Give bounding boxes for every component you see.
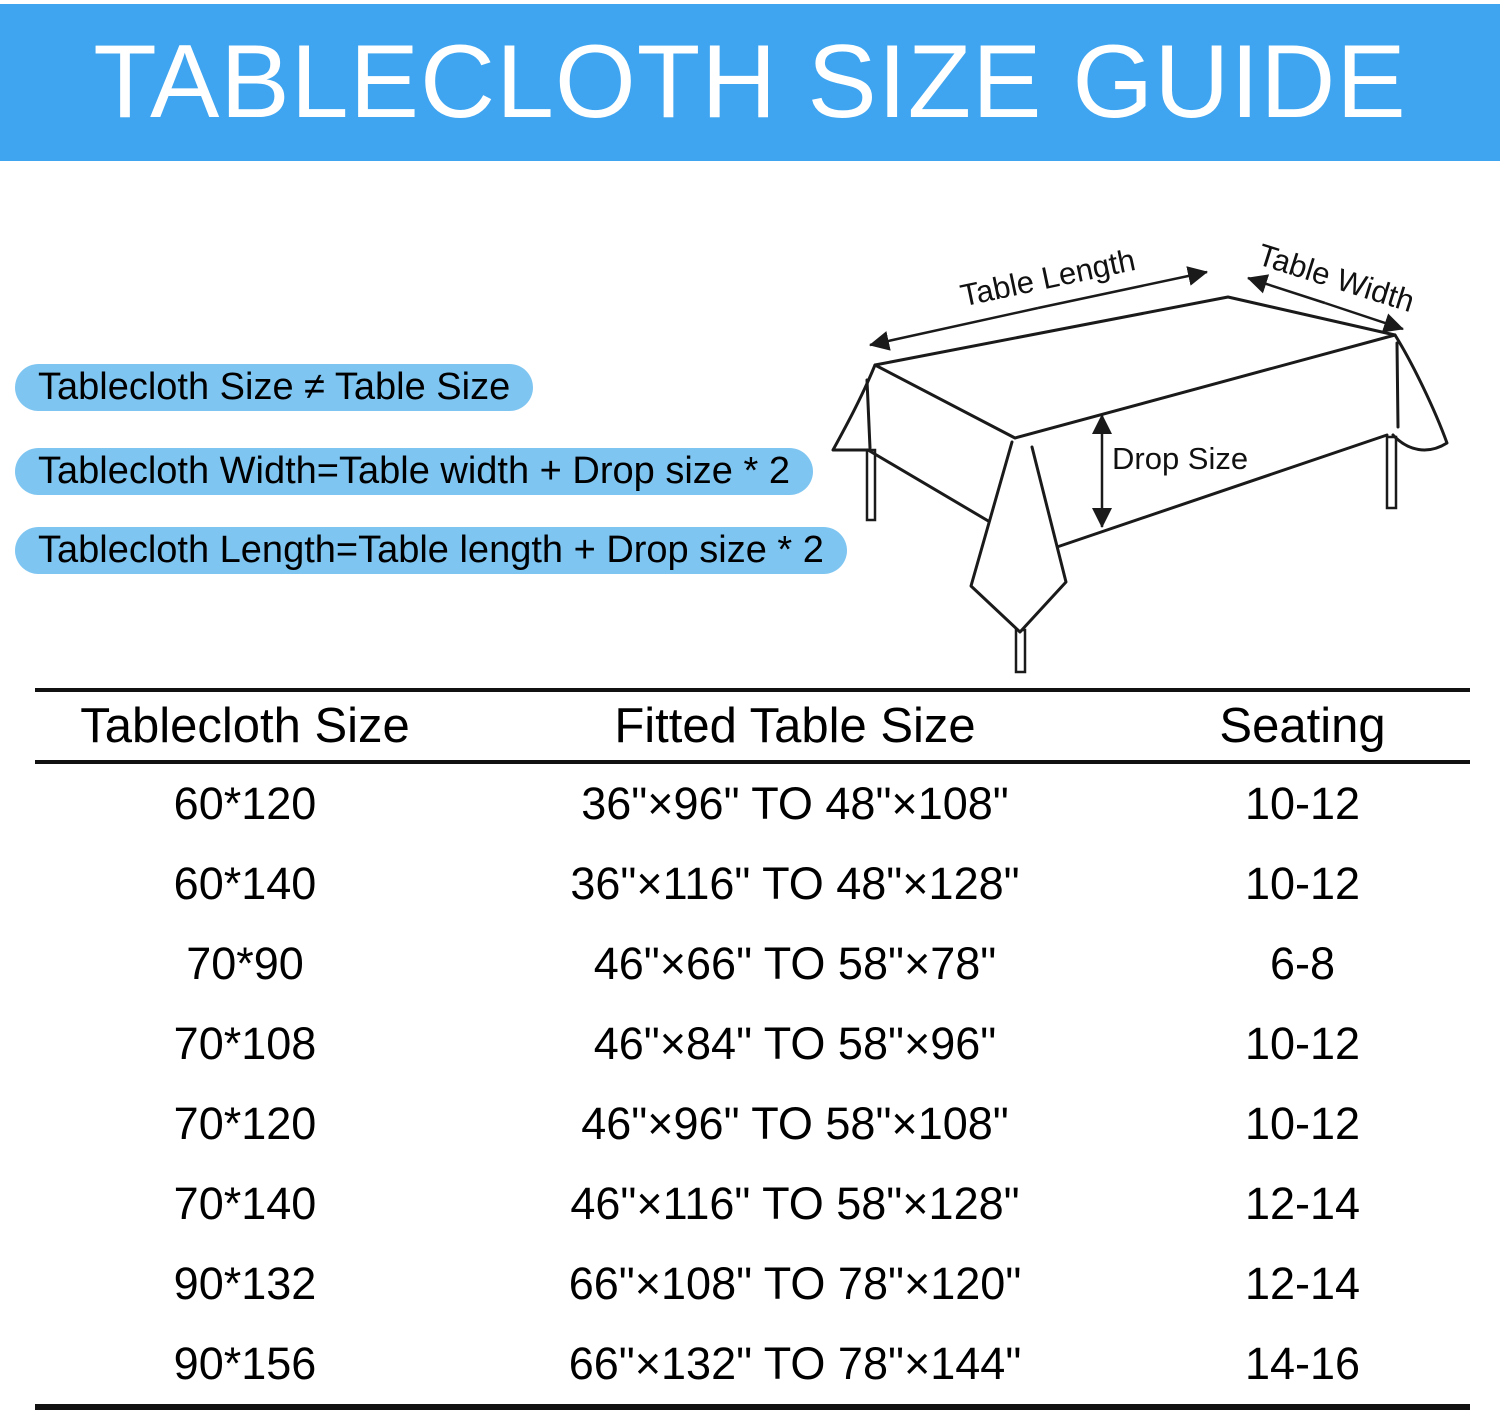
- cloth-bottom-edge-left: [868, 450, 990, 522]
- table-cell: 70*90: [186, 938, 304, 989]
- table-length-label: Table Length: [957, 242, 1139, 314]
- table-cell: 70*108: [173, 1018, 317, 1069]
- cloth-corner-flap-right: [1393, 335, 1447, 450]
- table-cell: 10-12: [1244, 1098, 1361, 1149]
- note-size-inequality: Tablecloth Size ≠ Table Size: [15, 364, 533, 411]
- table-cell: 46"×66" TO 58"×78": [593, 938, 997, 989]
- table-cell: 10-12: [1244, 858, 1361, 909]
- table-cell: 66"×108" TO 78"×120": [568, 1258, 1022, 1309]
- table-row: [35, 924, 1470, 1004]
- page-title: TABLECLOTH SIZE GUIDE: [93, 24, 1407, 140]
- table-leg-front: [1016, 630, 1025, 672]
- size-table-header-row: [35, 690, 1470, 762]
- dimension-arrows: [870, 272, 1403, 527]
- table-cell: 90*132: [173, 1258, 317, 1309]
- tablecloth-top-face: [875, 297, 1395, 438]
- table-cell: 46"×116" TO 58"×128": [570, 1178, 1020, 1229]
- table-leg-left: [867, 450, 875, 520]
- table-width-label: Table Width: [1253, 236, 1419, 320]
- cloth-front-fold: [971, 442, 1066, 632]
- table-cell: 60*140: [173, 858, 317, 909]
- column-header-seating: Seating: [1135, 690, 1470, 762]
- table-cell: 10-12: [1244, 778, 1361, 829]
- table-cell: 90*156: [35, 1324, 455, 1407]
- table-row: [35, 1164, 1470, 1244]
- banner: [0, 4, 1500, 161]
- table-cell: 66"×132" TO 78"×144": [455, 1324, 1135, 1407]
- table-cell: 14-16: [1135, 1324, 1470, 1407]
- table-row: [35, 1084, 1470, 1164]
- table-cell: 46"×96" TO 58"×108": [581, 1098, 1009, 1149]
- table-cell: 70*120: [173, 1098, 317, 1149]
- size-table: [35, 688, 1470, 1410]
- table-cell: 46"×84" TO 58"×96": [593, 1018, 997, 1069]
- table-cell: 60*120: [173, 778, 317, 829]
- column-header-tablecloth-size: Tablecloth Size: [35, 690, 455, 762]
- flap-right-crease: [1397, 343, 1398, 427]
- table-cell: 6-8: [1269, 938, 1336, 989]
- note-length-formula: Tablecloth Length=Table length + Drop size * 2: [15, 527, 847, 574]
- drop-size-label: Drop Size: [1112, 441, 1249, 476]
- note-width-formula: Tablecloth Width=Table width + Drop size * 2: [15, 448, 813, 495]
- table-cell: 36"×96" TO 48"×108": [581, 778, 1009, 829]
- flap-left-crease: [867, 380, 870, 448]
- table-row: [35, 1244, 1470, 1324]
- table-cell: 36"×116" TO 48"×128": [570, 858, 1020, 909]
- table-cell: 70*140: [173, 1178, 317, 1229]
- table-cell: 12-14: [1244, 1178, 1361, 1229]
- table-cell: 10-12: [1244, 1018, 1361, 1069]
- table-leg-right: [1387, 437, 1396, 508]
- column-header-fitted-table-size: Fitted Table Size: [455, 690, 1135, 762]
- table-cell: 12-14: [1244, 1258, 1361, 1309]
- table-row: [35, 844, 1470, 924]
- table-row: [35, 1324, 1470, 1407]
- table-row: [35, 1004, 1470, 1084]
- table-row: [35, 762, 1470, 844]
- size-table-body: [35, 762, 1470, 1407]
- tablecloth-diagram: [810, 212, 1500, 690]
